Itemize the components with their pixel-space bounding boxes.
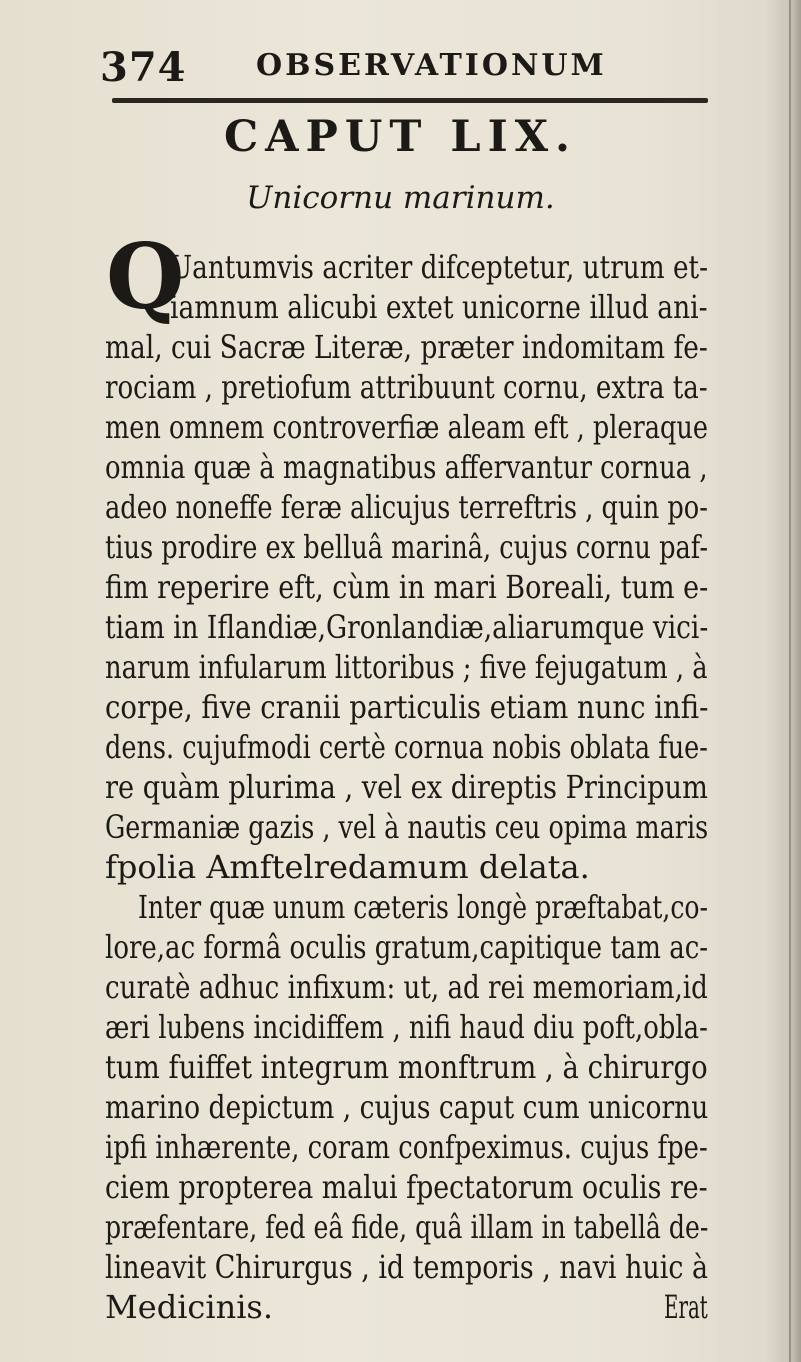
catchword: Erat: [664, 1288, 708, 1326]
text-line: adeo noneffe feræ alicujus terreftris , quin po-: [105, 488, 708, 526]
text-line: fim reperire eft, cùm in mari Boreali, tum e-: [105, 568, 709, 606]
text-line: tum fuiffet integrum monftrum , à chirurgo: [105, 1048, 708, 1086]
text-line: iamnum alicubi extet unicorne illud ani-: [170, 288, 708, 326]
chapter-subtitle: Unicornu marinum.: [246, 180, 555, 216]
running-title: OBSERVATIONUM: [256, 48, 607, 83]
text-line: corpe, five cranii particulis etiam nunc infi-: [105, 688, 709, 726]
text-line: tiam in Iflandiæ,Gronlandiæ,aliarumque vici-: [105, 608, 709, 646]
text-line: rociam , pretiofum attribuunt cornu, extra ta-: [105, 368, 708, 406]
text-line: lore,ac formâ oculis gratum,capitique tam ac-: [105, 928, 709, 966]
text-line: narum infularum littoribus ; five fejugatum , à: [105, 648, 708, 686]
text-line: Uantumvis acriter difceptetur, utrum et-: [170, 248, 708, 286]
running-head: [100, 44, 700, 94]
text-line: fpolia Amftelredamum delata.: [105, 848, 590, 886]
text-line: dens. cujufmodi certè cornua nobis oblata fue-: [105, 728, 708, 766]
text-line: omnia quæ à magnatibus affervantur cornua ,: [105, 448, 708, 486]
text-line: re quàm plurima , vel ex direptis Principum: [105, 768, 708, 806]
chapter-heading: CAPUT LIX.: [223, 112, 578, 162]
text-line: ipfi inhærente, coram confpeximus. cujus fpe-: [105, 1128, 708, 1166]
text-line: Inter quæ unum cæteris longè præftabat,co-: [138, 888, 709, 926]
page-number: 374: [100, 44, 187, 91]
drop-cap-initial: Q: [106, 224, 185, 330]
text-line: præfentare, fed eâ fide, quâ illam in tabellâ de-: [105, 1208, 709, 1246]
last-line-text: Medicinis.: [105, 1288, 274, 1326]
text-line: marino depictum , cujus caput cum unicornu: [105, 1088, 709, 1126]
text-line: tius prodire ex belluâ marinâ, cujus cornu paf-: [105, 528, 708, 566]
text-line: Germaniæ gazis , vel à nautis ceu opima maris: [105, 808, 709, 846]
header-rule: [112, 98, 708, 103]
text-line: lineavit Chirurgus , id temporis , navi huic à: [105, 1248, 709, 1286]
text-line: curatè adhuc infixum: ut, ad rei memoriam,id: [105, 968, 708, 1006]
text-line: ciem propterea malui fpectatorum oculis re-: [105, 1168, 708, 1206]
text-line: mal, cui Sacræ Literæ, præter indomitam fe-: [105, 328, 708, 366]
text-line: æri lubens incidiffem , nifi haud diu poft,obla-: [105, 1008, 708, 1046]
text-line: men omnem controverfiæ aleam eft , pleraque: [105, 408, 708, 446]
